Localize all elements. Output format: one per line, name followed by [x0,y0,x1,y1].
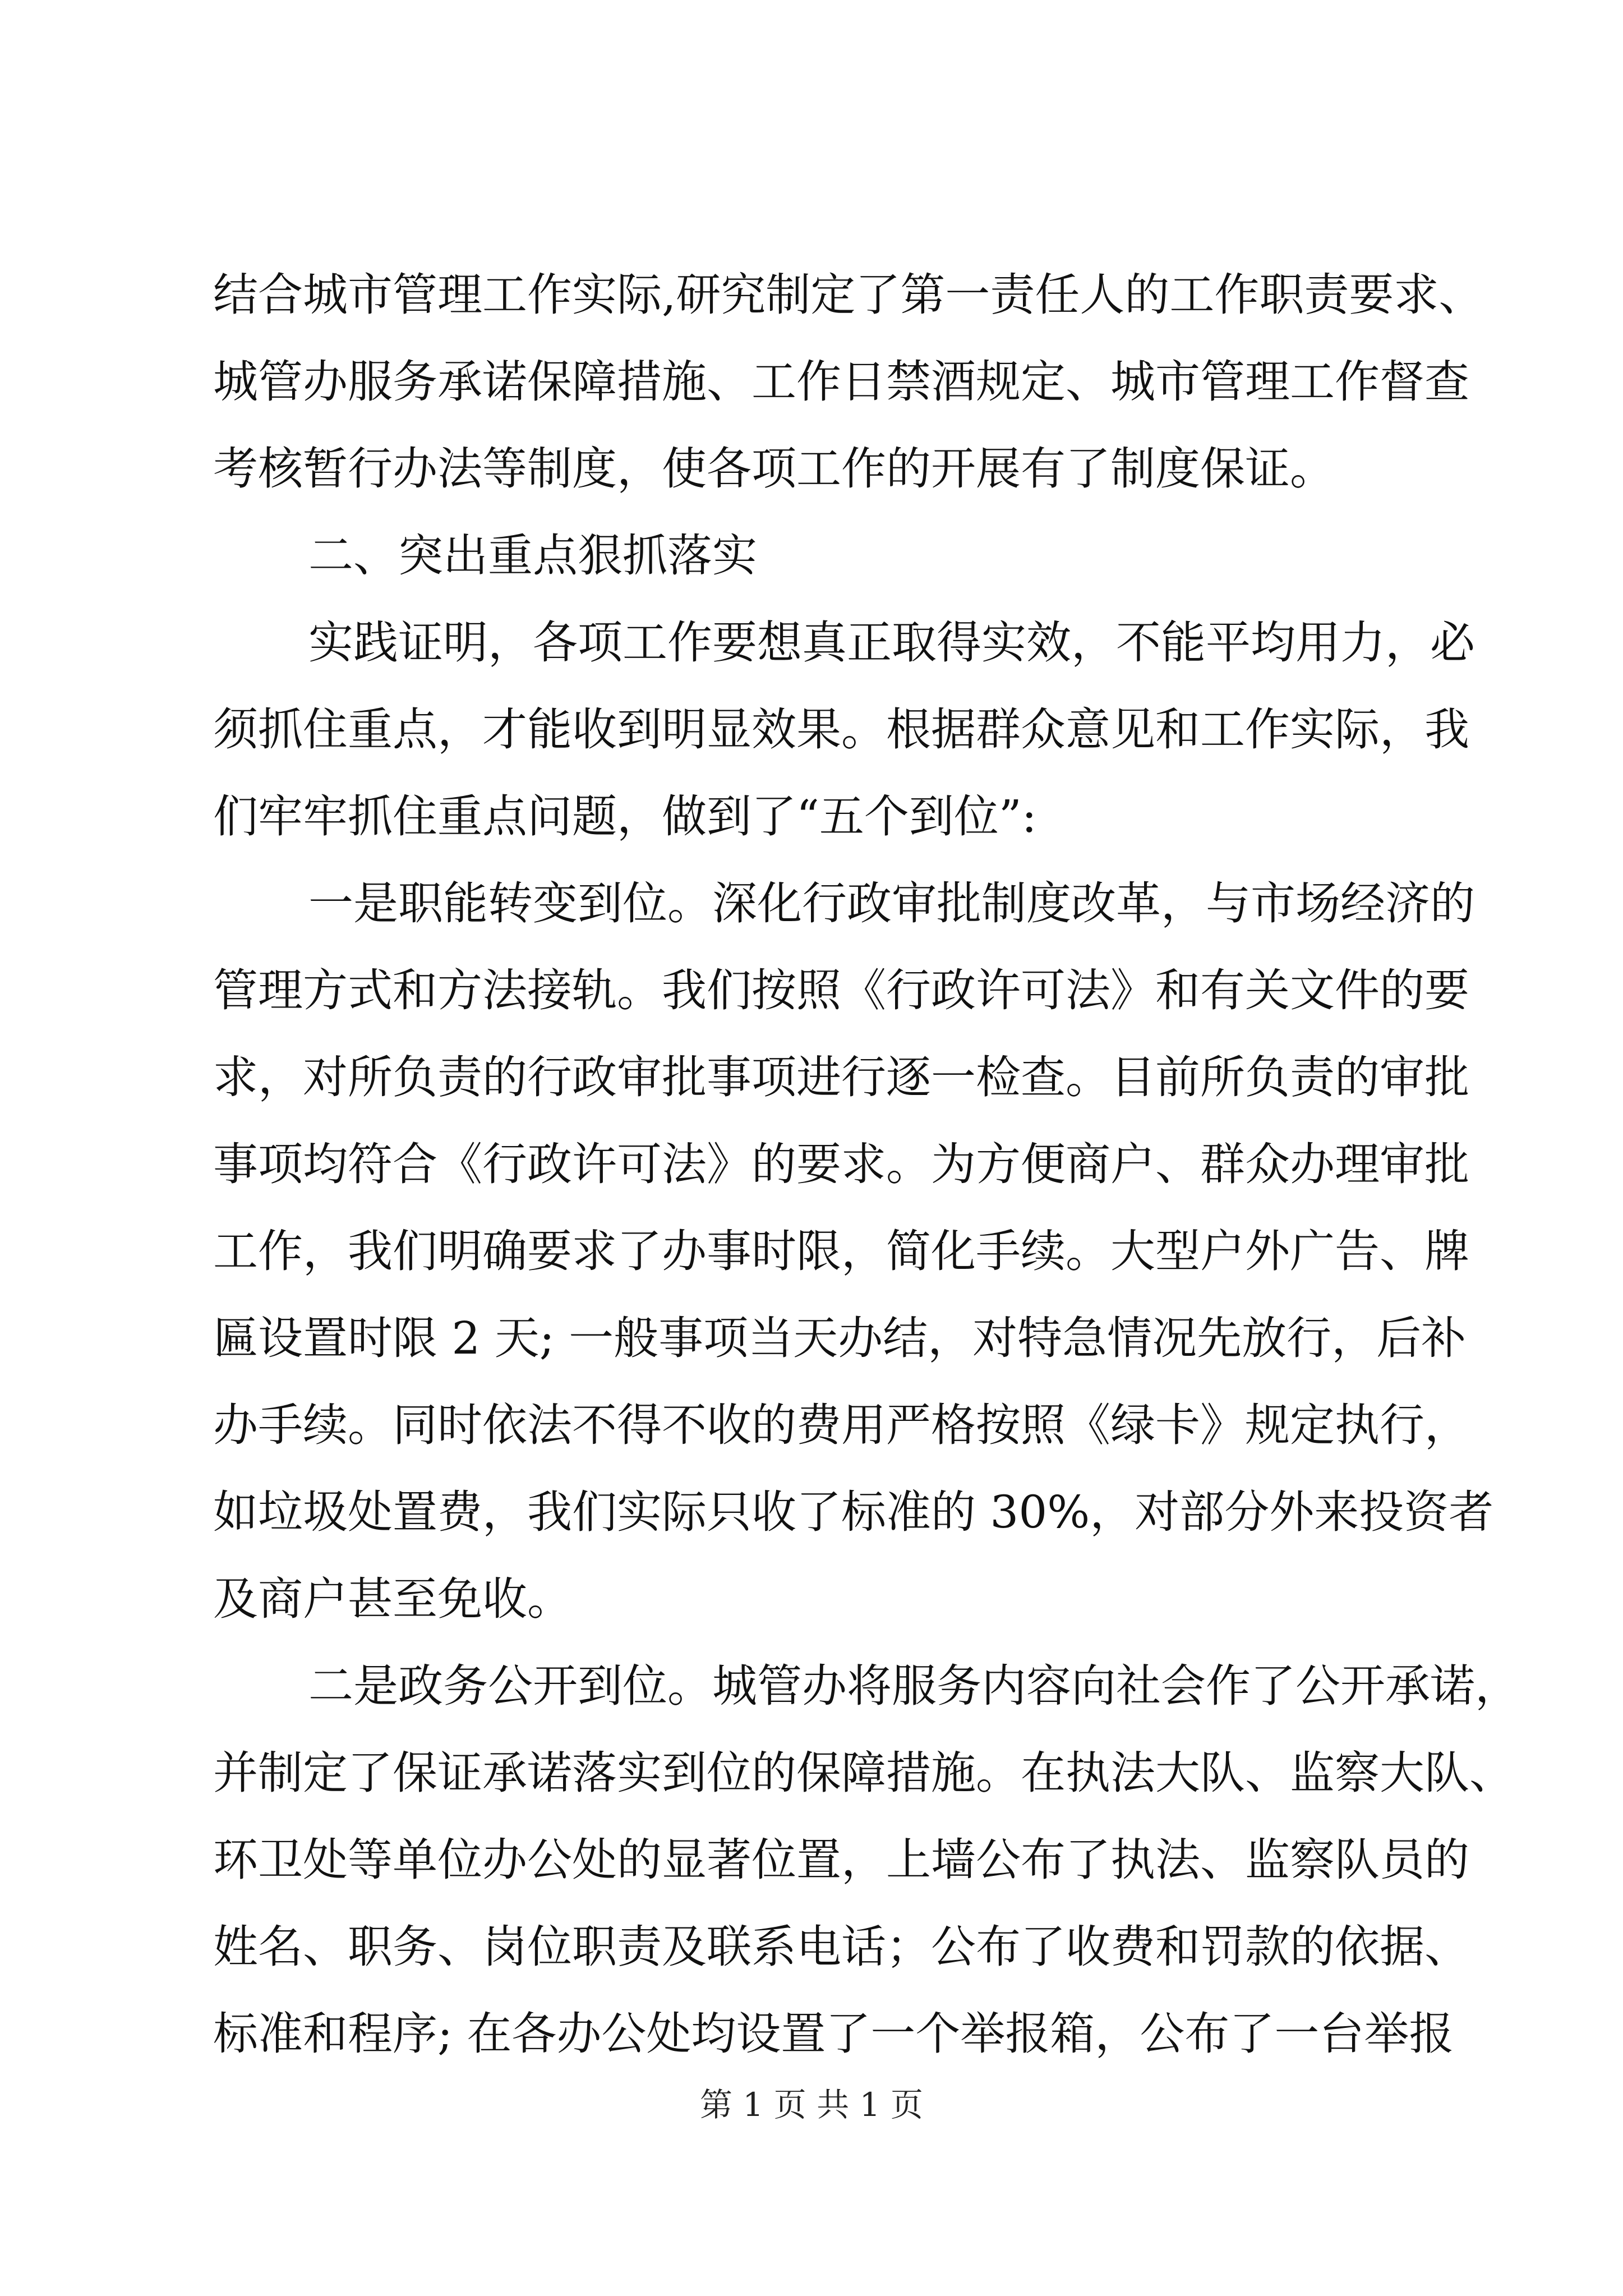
text-line: 二是政务公开到位。城管办将服务内容向社会作了公开承诺， [308,1660,1520,1712]
text-line: 环卫处等单位办公处的显著位置，上墙公布了执法、监察队员的 [213,1834,1469,1886]
text-line: 工作，我们明确要求了办事时限，简化手续。大型户外广告、牌 [213,1225,1469,1277]
text-line: 管理方式和方法接轨。我们按照《行政许可法》和有关文件的要 [213,964,1469,1016]
text-line: 事项均符合《行政许可法》的要求。为方便商户、群众办理审批 [213,1138,1469,1190]
text-line: 考核暂行办法等制度，使各项工作的开展有了制度保证。 [213,443,1335,495]
text-line: 实践证明，各项工作要想真正取得实效，不能平均用力，必 [308,616,1475,669]
text-line: 匾设置时限 2 天; 一般事项当天办结，对特急情况先放行，后补 [213,1312,1467,1364]
text-line: 并制定了保证承诺落实到位的保障措施。在执法大队、监察大队、 [213,1747,1514,1799]
text-line: 及商户甚至免收。 [213,1573,572,1625]
text-line: 一是职能转变到位。深化行政审批制度改革，与市场经济的 [308,877,1475,930]
text-line: 结合城市管理工作实际,研究制定了第一责任人的工作职责要求、 [213,269,1484,321]
text-line: 城管办服务承诺保障措施、工作日禁酒规定、城市管理工作督查 [213,356,1469,408]
text-line: 须抓住重点，才能收到明显效果。根据群众意见和工作实际，我 [213,703,1469,756]
text-line: 办手续。同时依法不得不收的费用严格按照《绿卡》规定执行， [213,1399,1469,1451]
text-line: 如垃圾处置费，我们实际只收了标准的 30%，对部分外来投资者 [213,1486,1494,1538]
section-heading: 二、突出重点狠抓落实 [308,530,757,582]
document-body [213,251,1520,2077]
text-line: 们牢牢抓住重点问题，做到了“五个到位”: [213,790,1037,843]
text-line: 姓名、职务、岗位职责及联系电话；公布了收费和罚款的依据、 [213,1921,1469,1973]
page-footer: 第 1 页 共 1 页 [700,2086,923,2124]
text-line: 求，对所负责的行政审批事项进行逐一检查。目前所负责的审批 [213,1051,1469,1103]
text-line: 标准和程序; 在各办公处均设置了一个举报箱，公布了一台举报 [213,2008,1454,2060]
